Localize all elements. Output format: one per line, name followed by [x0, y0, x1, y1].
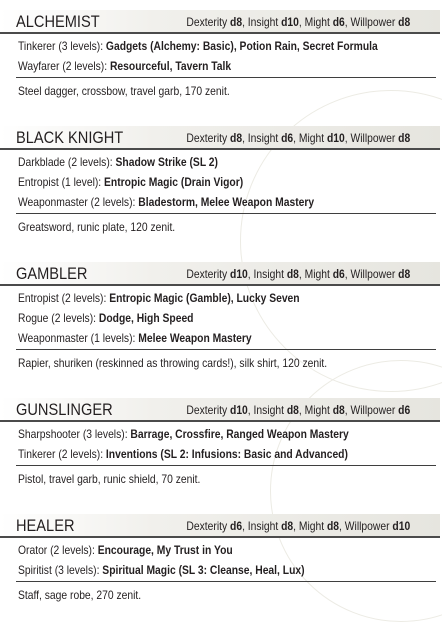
- attr-label: Willpower: [344, 519, 390, 533]
- attr-die: d8: [397, 15, 410, 29]
- feature-prefix: Spiritist (3 levels):: [18, 563, 103, 577]
- attribute-line: Dexterity d10, Insight d8, Might d8, Willpower d6: [186, 403, 410, 417]
- feature-prefix: Weaponmaster (2 levels):: [18, 195, 139, 209]
- attr-label: Willpower: [350, 403, 396, 417]
- attr-die: d8: [326, 519, 339, 533]
- attr-label: Insight: [253, 403, 284, 417]
- header-underline: [0, 536, 440, 538]
- class-header: [0, 262, 442, 286]
- header-underline: [0, 420, 440, 422]
- attr-die: d6: [280, 131, 293, 145]
- attr-die: d6: [397, 403, 410, 417]
- feature-skills: Gadgets (Alchemy: Basic), Potion Rain, Secret Formula: [105, 39, 378, 53]
- feature-prefix: Entropist (2 levels):: [18, 291, 110, 305]
- separator: [16, 349, 436, 350]
- attr-die: d8: [397, 131, 410, 145]
- feature-skills: Entropic Magic (Gamble), Lucky Seven: [109, 291, 300, 305]
- class-header: [0, 398, 442, 422]
- feature-line: [18, 427, 349, 441]
- separator: [16, 465, 436, 466]
- attr-die: d8: [286, 267, 299, 281]
- attr-die: d6: [332, 15, 345, 29]
- feature-prefix: Wayfarer (2 levels):: [18, 59, 110, 73]
- feature-prefix: Sharpshooter (3 levels):: [18, 427, 131, 441]
- attr-label: Insight: [253, 267, 284, 281]
- class-entry-alchemist: [0, 10, 442, 110]
- feature-line: [18, 155, 218, 169]
- class-entry-black-knight: [0, 126, 442, 246]
- attr-label: Dexterity: [186, 267, 227, 281]
- feature-prefix: Weaponmaster (1 levels):: [18, 331, 139, 345]
- feature-line: [18, 563, 305, 577]
- equipment-line: Pistol, travel garb, runic shield, 70 zenit.: [18, 472, 201, 486]
- attr-die: d6: [229, 519, 242, 533]
- attribute-line: Dexterity d8, Insight d10, Might d6, Willpower d8: [186, 15, 410, 29]
- feature-line: [18, 331, 252, 345]
- header-underline: [0, 284, 440, 286]
- separator: [16, 213, 436, 214]
- equipment-line: Staff, sage robe, 270 zenit.: [18, 588, 142, 602]
- attr-label: Dexterity: [186, 15, 227, 29]
- attr-die: d8: [229, 15, 242, 29]
- class-name: ALCHEMIST: [16, 12, 100, 31]
- attribute-line: Dexterity d6, Insight d8, Might d8, Willpower d10: [186, 519, 410, 533]
- attr-die: d8: [280, 519, 293, 533]
- separator: [16, 77, 436, 78]
- feature-prefix: Darkblade (2 levels):: [18, 155, 116, 169]
- feature-skills: Bladestorm, Melee Weapon Mastery: [138, 195, 315, 209]
- feature-line: [18, 543, 233, 557]
- feature-skills: Spiritual Magic (SL 3: Cleanse, Heal, Lux): [102, 563, 305, 577]
- header-underline: [0, 148, 440, 150]
- attr-label: Might: [298, 131, 324, 145]
- attr-die: d8: [397, 267, 410, 281]
- feature-prefix: Entropist (1 level):: [18, 175, 105, 189]
- feature-line: [18, 447, 348, 461]
- class-name: BLACK KNIGHT: [16, 128, 124, 147]
- attr-label: Willpower: [350, 267, 396, 281]
- feature-line: [18, 311, 193, 325]
- attr-label: Insight: [247, 15, 279, 29]
- class-entry-gambler: [0, 262, 442, 382]
- feature-skills: Melee Weapon Mastery: [138, 331, 252, 345]
- attr-die: d10: [229, 267, 248, 281]
- attr-die: d10: [326, 131, 345, 145]
- attr-label: Might: [304, 403, 330, 417]
- class-header: [0, 10, 442, 34]
- attr-label: Insight: [247, 519, 279, 533]
- feature-skills: Entropic Magic (Drain Vigor): [104, 175, 244, 189]
- class-header: [0, 126, 442, 150]
- separator: [16, 581, 436, 582]
- feature-skills: Encourage, My Trust in You: [97, 543, 233, 557]
- attr-label: Dexterity: [186, 131, 227, 145]
- feature-skills: Shadow Strike (SL 2): [115, 155, 218, 169]
- header-underline: [0, 32, 440, 34]
- feature-line: [18, 39, 378, 53]
- attr-label: Insight: [247, 131, 279, 145]
- feature-prefix: Tinkerer (3 levels):: [18, 39, 106, 53]
- feature-line: [18, 195, 314, 209]
- class-header: [0, 514, 442, 538]
- feature-line: [18, 175, 243, 189]
- attr-die: d10: [229, 403, 248, 417]
- attr-label: Willpower: [350, 131, 396, 145]
- attr-label: Dexterity: [186, 519, 227, 533]
- equipment-line: Greatsword, runic plate, 120 zenit.: [18, 220, 176, 234]
- attr-label: Willpower: [350, 15, 396, 29]
- class-entry-gunslinger: [0, 398, 442, 498]
- feature-skills: Resourceful, Tavern Talk: [109, 59, 232, 73]
- feature-skills: Dodge, High Speed: [98, 311, 194, 325]
- attr-label: Dexterity: [186, 403, 227, 417]
- feature-prefix: Tinkerer (2 levels):: [18, 447, 106, 461]
- feature-prefix: Rogue (2 levels):: [18, 311, 99, 325]
- class-name: GAMBLER: [16, 264, 88, 283]
- attr-die: d8: [286, 403, 299, 417]
- feature-skills: Inventions (SL 2: Infusions: Basic and Advanced): [105, 447, 348, 461]
- feature-line: [18, 291, 300, 305]
- attribute-line: Dexterity d8, Insight d6, Might d10, Willpower d8: [186, 131, 410, 145]
- attr-die: d10: [392, 519, 410, 533]
- attr-label: Might: [304, 267, 330, 281]
- feature-skills: Barrage, Crossfire, Ranged Weapon Mastery: [130, 427, 349, 441]
- attribute-line: Dexterity d10, Insight d8, Might d6, Willpower d8: [186, 267, 410, 281]
- attr-die: d8: [229, 131, 242, 145]
- attr-label: Might: [304, 15, 330, 29]
- feature-line: [18, 59, 231, 73]
- attr-die: d10: [280, 15, 299, 29]
- class-entry-healer: [0, 514, 442, 611]
- attr-die: d8: [332, 403, 345, 417]
- equipment-line: Steel dagger, crossbow, travel garb, 170 zenit.: [18, 84, 230, 98]
- class-name: GUNSLINGER: [16, 400, 113, 419]
- class-name: HEALER: [16, 516, 75, 535]
- feature-prefix: Orator (2 levels):: [18, 543, 98, 557]
- attr-label: Might: [298, 519, 324, 533]
- equipment-line: Rapier, shuriken (reskinned as throwing cards!), silk shirt, 120 zenit.: [18, 356, 328, 370]
- attr-die: d6: [332, 267, 345, 281]
